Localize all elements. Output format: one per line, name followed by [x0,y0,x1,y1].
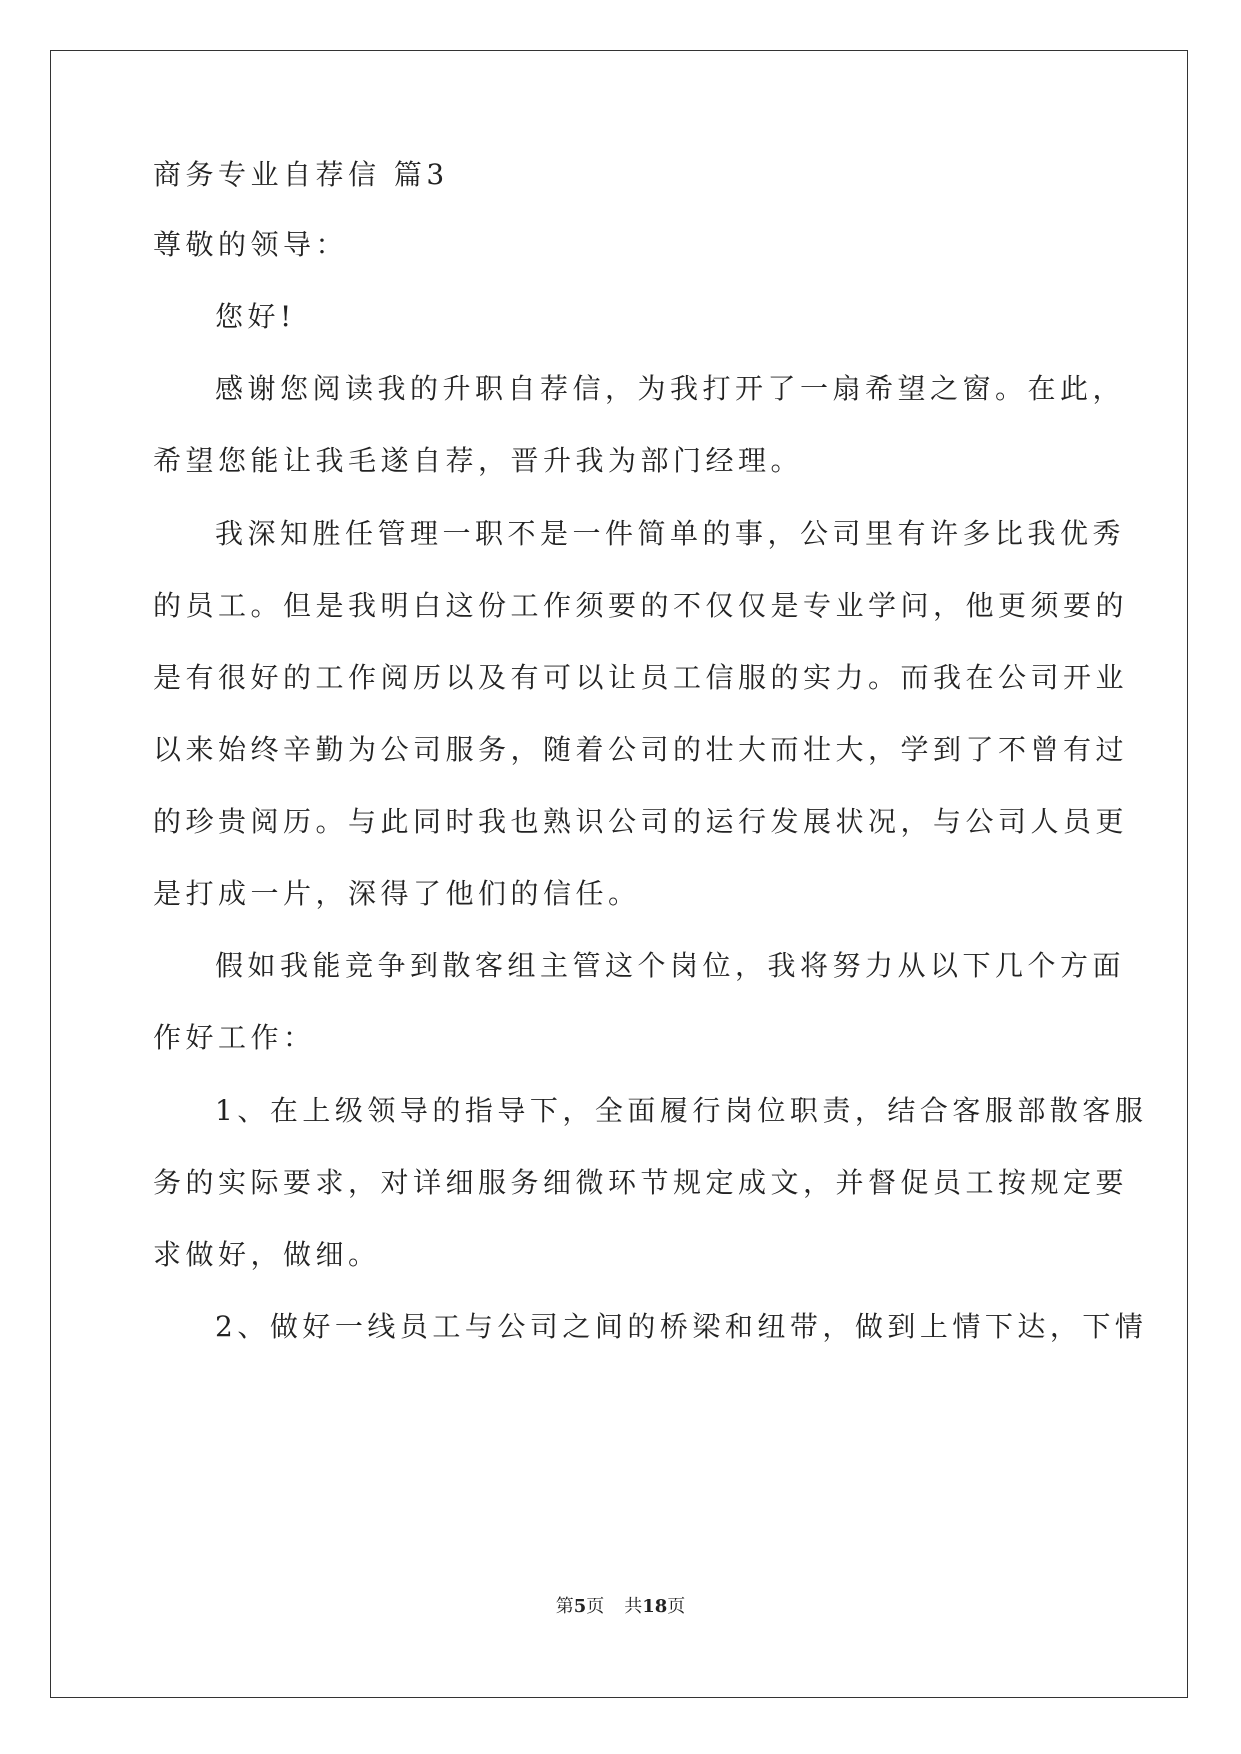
list-item-line: 务的实际要求，对详细服务细微环节规定成文，并督促员工按规定要 [153,1166,1129,1199]
total-pages: 18 [642,1596,668,1617]
total-prefix: 共 [624,1596,643,1617]
total-suffix: 页 [667,1596,686,1617]
salutation: 尊敬的领导： [153,228,349,261]
page-footer [0,1595,1241,1619]
paragraph-line: 希望您能让我毛遂自荐，晋升我为部门经理。 [153,444,804,477]
page-prefix: 第 [555,1596,574,1617]
list-item-line: 求做好，做细。 [153,1238,381,1271]
paragraph-line: 是打成一片，深得了他们的信任。 [153,877,641,910]
paragraph-line: 的员工。但是我明白这份工作须要的不仅仅是专业学问，他更须要的 [153,589,1129,622]
paragraph-line: 的珍贵阅历。与此同时我也熟识公司的运行发展状况，与公司人员更 [153,805,1129,838]
paragraph-line: 感谢您阅读我的升职自荐信，为我打开了一扇希望之窗。在此， [215,372,1126,405]
paragraph-line: 我深知胜任管理一职不是一件简单的事，公司里有许多比我优秀 [215,517,1126,550]
page-suffix: 页 [586,1596,605,1617]
greeting: 您好! [215,300,296,333]
paragraph-line: 以来始终辛勤为公司服务，随着公司的壮大而壮大，学到了不曾有过 [153,733,1129,766]
list-item-line: 2、做好一线员工与公司之间的桥梁和纽带，做到上情下达，下情 [215,1310,1148,1343]
paragraph-line: 作好工作： [153,1021,316,1054]
page-number: 5 [573,1596,587,1617]
letter-title: 商务专业自荐信 篇3 [153,158,449,191]
paragraph-line: 假如我能竞争到散客组主管这个岗位，我将努力从以下几个方面 [215,949,1126,982]
list-item-line: 1、在上级领导的指导下，全面履行岗位职责，结合客服部散客服 [215,1094,1148,1127]
paragraph-line: 是有很好的工作阅历以及有可以让员工信服的实力。而我在公司开业 [153,661,1129,694]
